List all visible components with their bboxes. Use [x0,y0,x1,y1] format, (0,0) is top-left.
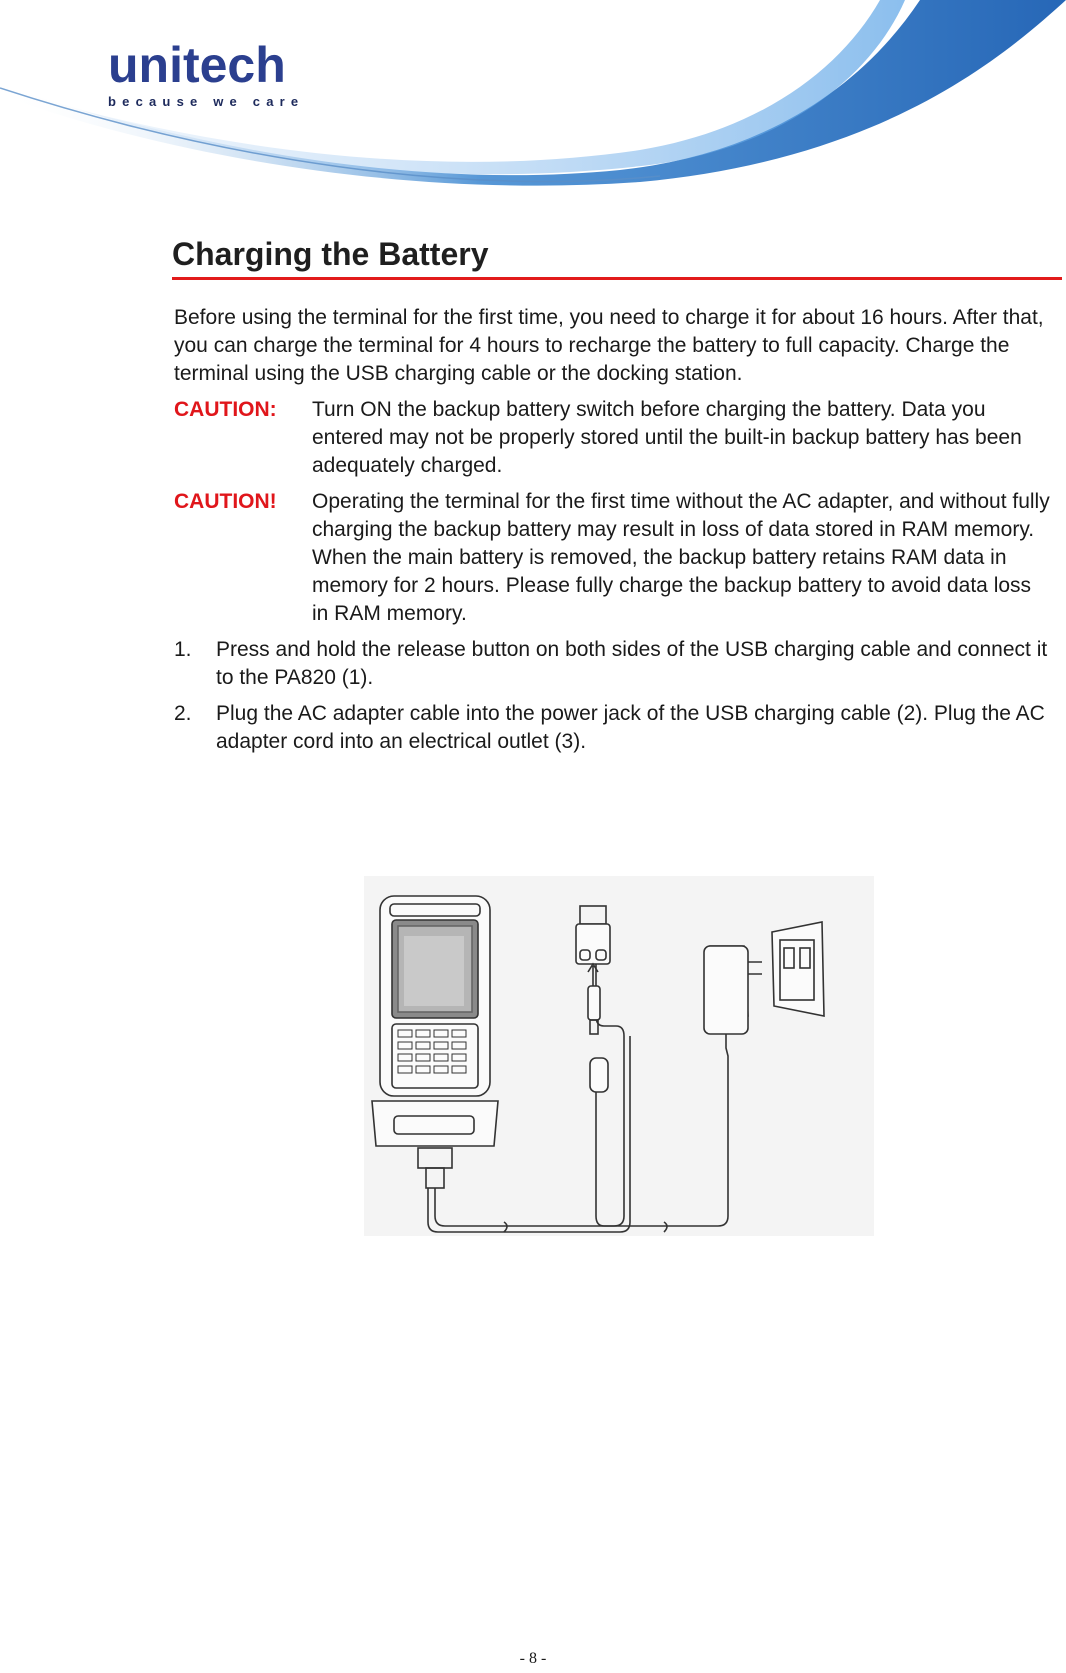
terminal-device [372,896,498,1188]
main-content [174,236,1064,764]
caution-block [174,488,1064,628]
step-text: Plug the AC adapter cable into the power jack of the USB charging cable (2). Plug the AC adapter cord into an electrical outlet (3). [216,702,1045,753]
caution-block [174,396,1064,480]
step-number: 2. [174,702,192,725]
steps-list [174,636,1064,756]
logo-tagline: because we care [108,94,305,109]
caution-label: CAUTION: [174,398,277,421]
step-text: Press and hold the release button on both sides of the USB charging cable and connect it to the PA820 (1). [216,638,1048,689]
section-title: Charging the Battery [172,236,1062,280]
intro-paragraph: Before using the terminal for the first time, you need to charge it for about 16 hours. After that, you can charge the terminal for 4 hours to recharge the battery to full capacity. Charge the terminal using the USB charging cable or the docking station. [174,306,1044,385]
wall-outlet [772,922,824,1016]
charging-illustration [364,876,874,1236]
step-number: 1. [174,638,192,661]
logo-wordmark: unitech [108,37,286,93]
step-item [174,700,1064,756]
caution-text: Turn ON the backup battery switch before charging the battery. Data you entered may not be properly stored until the built-in backup battery has been adequately charged. [312,398,1022,477]
page-number: - 8 - [519,1650,547,1667]
caution-label: CAUTION! [174,490,277,513]
step-item [174,636,1064,692]
brand-logo [108,37,305,109]
caution-text: Operating the terminal for the first time without the AC adapter, and without fully charging the backup battery may result in loss of data stored in RAM memory. When the main battery is removed, the backup battery retains RAM data in memory for 2 hours. Please fully charge the backup battery to avoid data loss in RAM memory. [312,490,1050,625]
